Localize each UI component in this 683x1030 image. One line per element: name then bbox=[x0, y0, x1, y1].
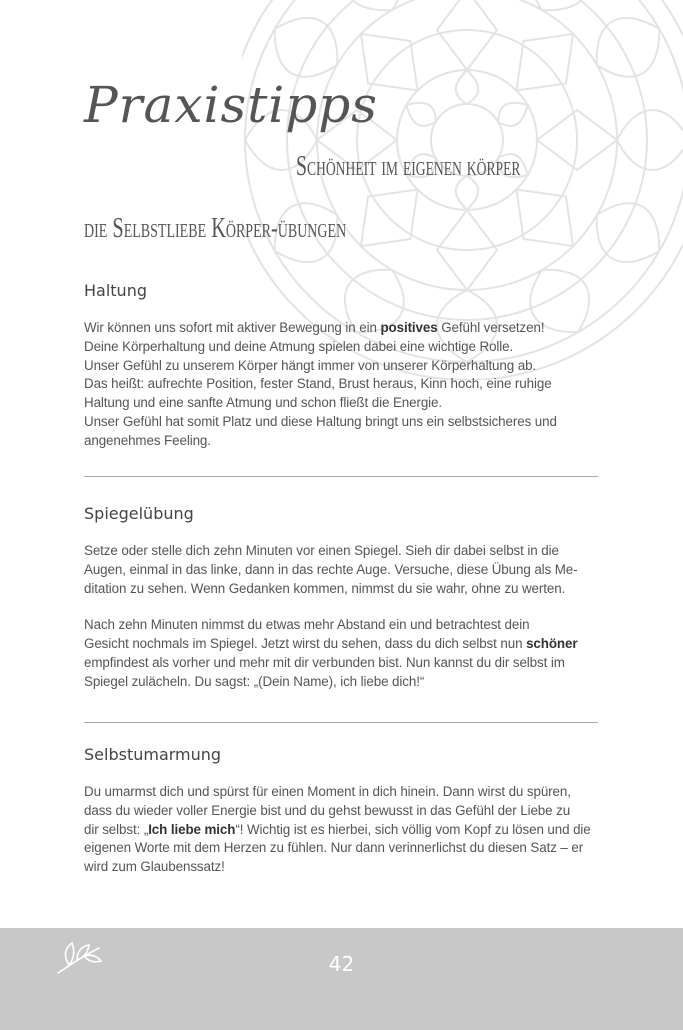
text-line: Nach zehn Minuten nimmst du etwas mehr Abstand ein und betrachtest dein bbox=[84, 617, 530, 633]
section-spiegeluebung-para1 bbox=[84, 542, 629, 598]
text-line: dass du wieder voller Energie bist und du gehst bewusst in das Gefühl der Liebe zu bbox=[84, 802, 571, 818]
section-heading: die Selbstliebe Körper-übungen bbox=[84, 212, 347, 244]
page-title: Praxistipps bbox=[84, 76, 378, 134]
text-line: Unser Gefühl hat somit Platz und diese Haltung bringt uns ein selbstsicheres und bbox=[84, 413, 557, 429]
text-span: “! Wichtig ist es hierbei, sich völlig vom Kopf zu lösen und die bbox=[235, 821, 591, 837]
page-footer bbox=[0, 928, 683, 1030]
text-span: Gesicht nochmals im Spiegel. Jetzt wirst du sehen, dass du dich selbst nun bbox=[84, 636, 527, 652]
text-line: Du umarmst dich und spürst für einen Moment in dich hinein. Dann wirst du spüren, bbox=[84, 784, 571, 799]
text-line: Setze oder stelle dich zehn Minuten vor einen Spiegel. Sieh dir dabei selbst in die bbox=[84, 543, 559, 558]
text-span: Wir können uns sofort mit aktiver Bewegung in ein bbox=[84, 320, 381, 335]
section-spiegeluebung-heading: Spiegelübung bbox=[84, 504, 194, 523]
divider bbox=[84, 722, 598, 723]
text-line: empfindest als vorher und mehr mit dir verbunden bist. Nun kannst du dir selbst im bbox=[84, 654, 565, 670]
text-line: ditation zu sehen. Wenn Gedanken kommen, nimmst du sie wahr, ohne zu werten. bbox=[84, 580, 566, 596]
section-selbstumarmung-heading: Selbstumarmung bbox=[84, 745, 222, 764]
text-line: Deine Körperhaltung und deine Atmung spielen dabei eine wichtige Rolle. bbox=[84, 338, 514, 354]
text-line: eigenen Worte mit dem Herzen zu fühlen. Nur dann verinnerlichst du diesen Satz – er bbox=[84, 840, 584, 856]
emphasis-schoener: schöner bbox=[526, 636, 578, 652]
section-spiegeluebung bbox=[84, 504, 629, 692]
section-spiegeluebung-para2 bbox=[84, 616, 629, 691]
page-number: 42 bbox=[328, 952, 355, 976]
section-haltung bbox=[84, 281, 629, 451]
text-line: angenehmes Feeling. bbox=[84, 432, 211, 448]
emphasis-positives: positives bbox=[380, 320, 438, 335]
text-span: Gefühl versetzen! bbox=[437, 320, 545, 335]
section-selbstumarmung bbox=[84, 745, 629, 877]
text-line: Haltung und eine sanfte Atmung und schon fließt die Energie. bbox=[84, 395, 443, 411]
text-line: wird zum Glaubenssatz! bbox=[84, 859, 225, 875]
section-haltung-text bbox=[84, 319, 629, 451]
section-haltung-heading: Haltung bbox=[84, 281, 147, 300]
text-line: Das heißt: aufrechte Position, fester Stand, Brust heraus, Kinn hoch, eine ruhige bbox=[84, 376, 552, 392]
divider bbox=[84, 476, 598, 477]
emphasis-ich-liebe-mich: Ich liebe mich bbox=[148, 821, 236, 837]
text-line: Augen, einmal in das linke, dann in das rechte Auge. Versuche, diese Übung als Me- bbox=[84, 561, 578, 577]
page-subtitle: Schönheit im eigenen körper bbox=[296, 150, 521, 182]
text-span: dir selbst: „ bbox=[84, 821, 149, 837]
text-line: Unser Gefühl zu unserem Körper hängt immer von unserer Körperhaltung ab. bbox=[84, 357, 537, 373]
section-selbstumarmung-text bbox=[84, 783, 629, 877]
text-line: Spiegel zulächeln. Du sagst: „(Dein Name), ich liebe dich!“ bbox=[84, 673, 425, 689]
